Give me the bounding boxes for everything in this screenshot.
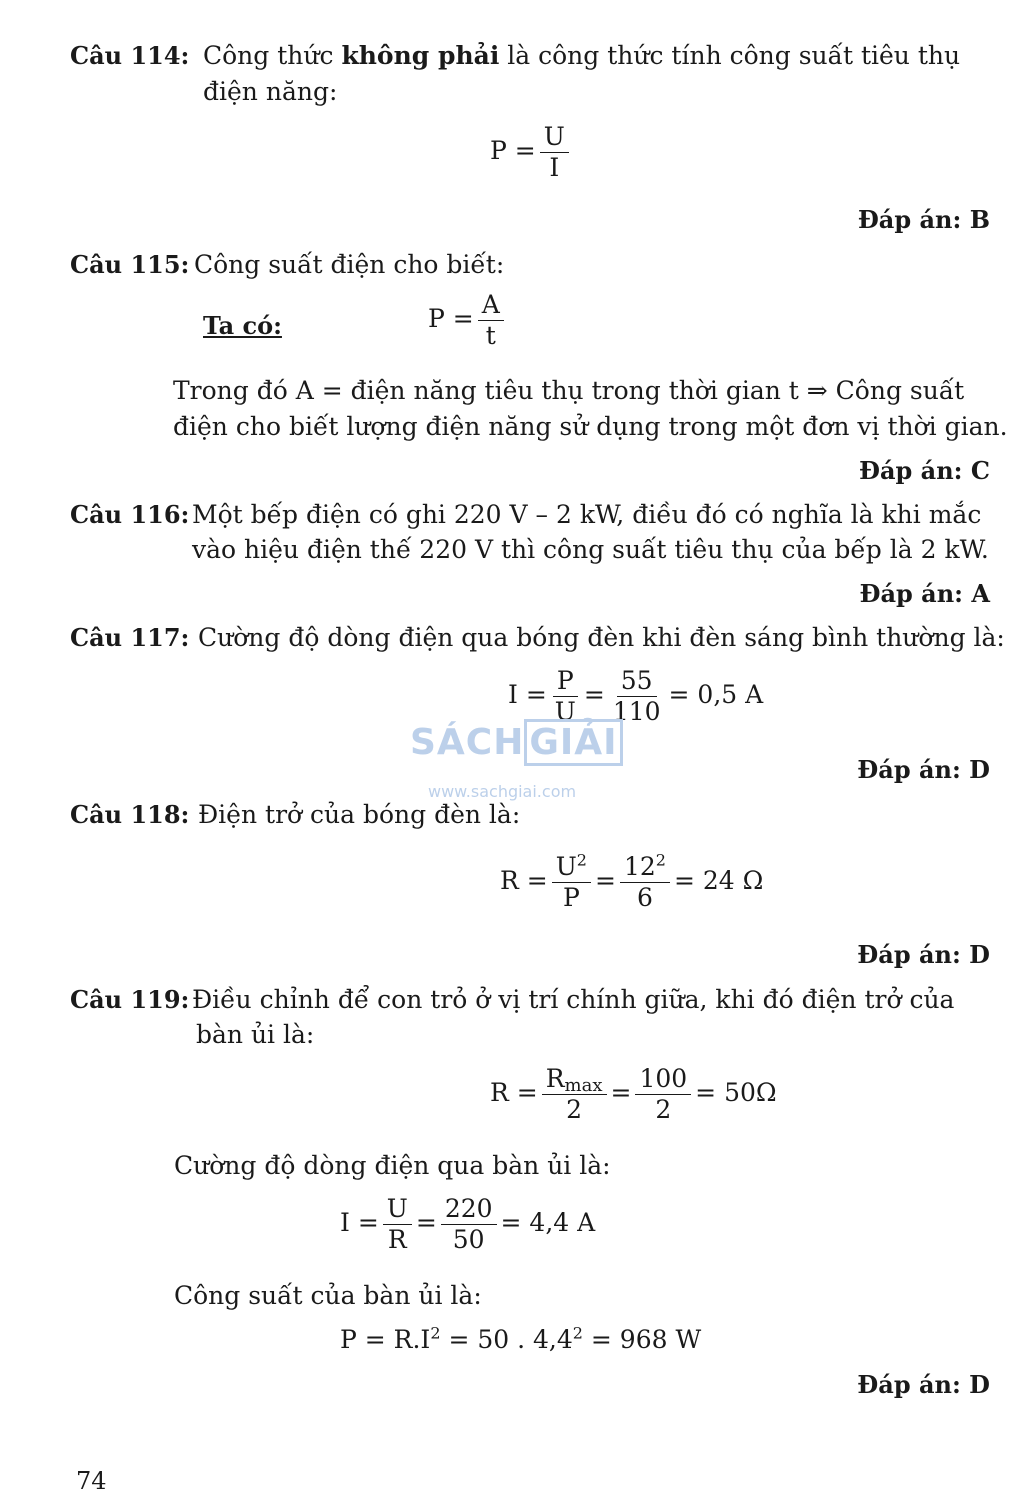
question-label-114: Câu 114: <box>70 41 190 70</box>
numerator-base: U <box>555 852 577 881</box>
fraction <box>552 852 591 913</box>
formula-lhs: R = <box>490 1078 538 1107</box>
q117-text-line1: Cường độ dòng điện qua bóng đèn khi đèn sáng bình thường là: <box>198 623 1005 652</box>
q114-text-pre: Công thức <box>203 41 342 70</box>
formula-result: = 968 W <box>582 1325 702 1354</box>
numerator <box>620 852 670 883</box>
fraction <box>551 666 580 727</box>
q119-current-formula <box>340 1194 595 1255</box>
formula-lhs: P = <box>490 136 536 165</box>
formula-lhs: I = <box>508 680 547 709</box>
question-label-117: Câu 117: <box>70 623 190 652</box>
denominator: I <box>549 153 560 182</box>
q116-text-line1: Một bếp điện có ghi 220 V – 2 kW, điều đó có nghĩa là khi mắc <box>192 500 982 529</box>
watermark-brand-a: SÁCH <box>410 722 525 763</box>
watermark-brand-b: GIẢI <box>524 719 622 766</box>
answer-116: Đáp án: A <box>859 579 990 608</box>
numerator: U <box>540 122 569 153</box>
numerator-exponent: 2 <box>655 850 666 870</box>
q118-text-line1: Điện trở của bóng đèn là: <box>198 800 521 829</box>
q119-text-line1: Điều chỉnh để con trỏ ở vị trí chính giữa, khi đó điện trở của <box>192 985 955 1014</box>
formula-lhs: P = <box>428 304 474 333</box>
q114-text-post: là công thức tính công suất tiêu thụ <box>499 41 961 70</box>
q116-text-line2: vào hiệu điện thế 220 V thì công suất tiêu thụ của bếp là 2 kW. <box>192 535 989 564</box>
numerator: 220 <box>441 1194 497 1225</box>
q115-formula <box>428 290 508 351</box>
q115-text-line1: Công suất điện cho biết: <box>194 250 505 279</box>
denominator: R <box>387 1225 407 1254</box>
numerator: U <box>383 1194 412 1225</box>
numerator: 55 <box>617 666 657 697</box>
denominator: U <box>554 697 576 726</box>
q114-text-line2: điện năng: <box>203 77 338 106</box>
formula-lhs: R = <box>500 866 548 895</box>
fraction <box>609 666 665 727</box>
q117-formula <box>508 666 763 727</box>
formula-result: = 4,4 A <box>500 1208 596 1237</box>
fraction <box>635 1064 691 1125</box>
denominator: 110 <box>612 697 661 726</box>
formula-result: = 24 Ω <box>673 866 764 895</box>
question-label-119: Câu 119: <box>70 985 190 1014</box>
q115-text-line2: Trong đó A = điện năng tiêu thụ trong thời gian t ⇒ Công suất <box>173 376 965 405</box>
equals-sign: = <box>583 680 605 709</box>
equals-sign: = <box>610 1078 632 1107</box>
fraction <box>540 122 569 183</box>
answer-119: Đáp án: D <box>857 1370 990 1399</box>
denominator: 2 <box>566 1095 583 1124</box>
fraction <box>441 1194 497 1255</box>
formula-exponent: 2 <box>572 1323 583 1343</box>
denominator: t <box>485 321 496 350</box>
question-label-116: Câu 116: <box>70 500 190 529</box>
numerator-base: 12 <box>623 852 656 881</box>
fraction <box>620 852 670 913</box>
formula-result: = 50Ω <box>695 1078 777 1107</box>
denominator: P <box>562 883 580 912</box>
formula-exponent: 2 <box>430 1323 441 1343</box>
equals-sign: = <box>594 866 616 895</box>
q118-formula <box>500 852 763 913</box>
q114-formula <box>490 122 573 183</box>
q119-text-line4: Công suất của bàn ủi là: <box>174 1281 482 1310</box>
answer-115: Đáp án: C <box>859 456 990 485</box>
denominator: 50 <box>452 1225 485 1254</box>
fraction <box>542 1064 607 1125</box>
fraction <box>478 290 504 351</box>
denominator: 6 <box>636 883 653 912</box>
formula-result: = 0,5 A <box>668 680 764 709</box>
q114-emphasis: không phải <box>341 41 500 70</box>
answer-117: Đáp án: D <box>857 755 990 784</box>
formula-lhs: I = <box>340 1208 379 1237</box>
numerator-subscript: max <box>564 1075 603 1096</box>
formula-part: = 50 . 4,4 <box>440 1325 573 1354</box>
numerator: 100 <box>635 1064 691 1095</box>
page-number: 74 <box>76 1467 107 1495</box>
q115-text-line3: điện cho biết lượng điện năng sử dụng trong một đơn vị thời gian. <box>173 412 1008 441</box>
answer-118: Đáp án: D <box>857 940 990 969</box>
denominator: 2 <box>655 1095 672 1124</box>
numerator: A <box>478 290 504 321</box>
q119-resistance-formula <box>490 1064 777 1125</box>
fraction <box>383 1194 412 1255</box>
question-label-115: Câu 115: <box>70 250 190 279</box>
q119-power-formula <box>340 1320 701 1360</box>
answer-114: Đáp án: B <box>857 205 990 234</box>
q119-text-line2: bàn ủi là: <box>196 1020 315 1049</box>
question-label-118: Câu 118: <box>70 800 190 829</box>
watermark-url: www.sachgiai.com <box>428 782 577 801</box>
numerator-exponent: 2 <box>576 850 587 870</box>
numerator-base: R <box>545 1064 565 1093</box>
numerator: P <box>553 666 578 697</box>
q119-text-line3: Cường độ dòng điện qua bàn ủi là: <box>174 1151 611 1180</box>
taco-label: Ta có: <box>203 311 282 340</box>
equals-sign: = <box>415 1208 437 1237</box>
formula-part: P = R.I <box>340 1325 431 1354</box>
numerator <box>552 852 591 883</box>
numerator <box>542 1064 607 1095</box>
q114-text-line1 <box>203 38 960 73</box>
watermark-logo <box>410 722 623 763</box>
